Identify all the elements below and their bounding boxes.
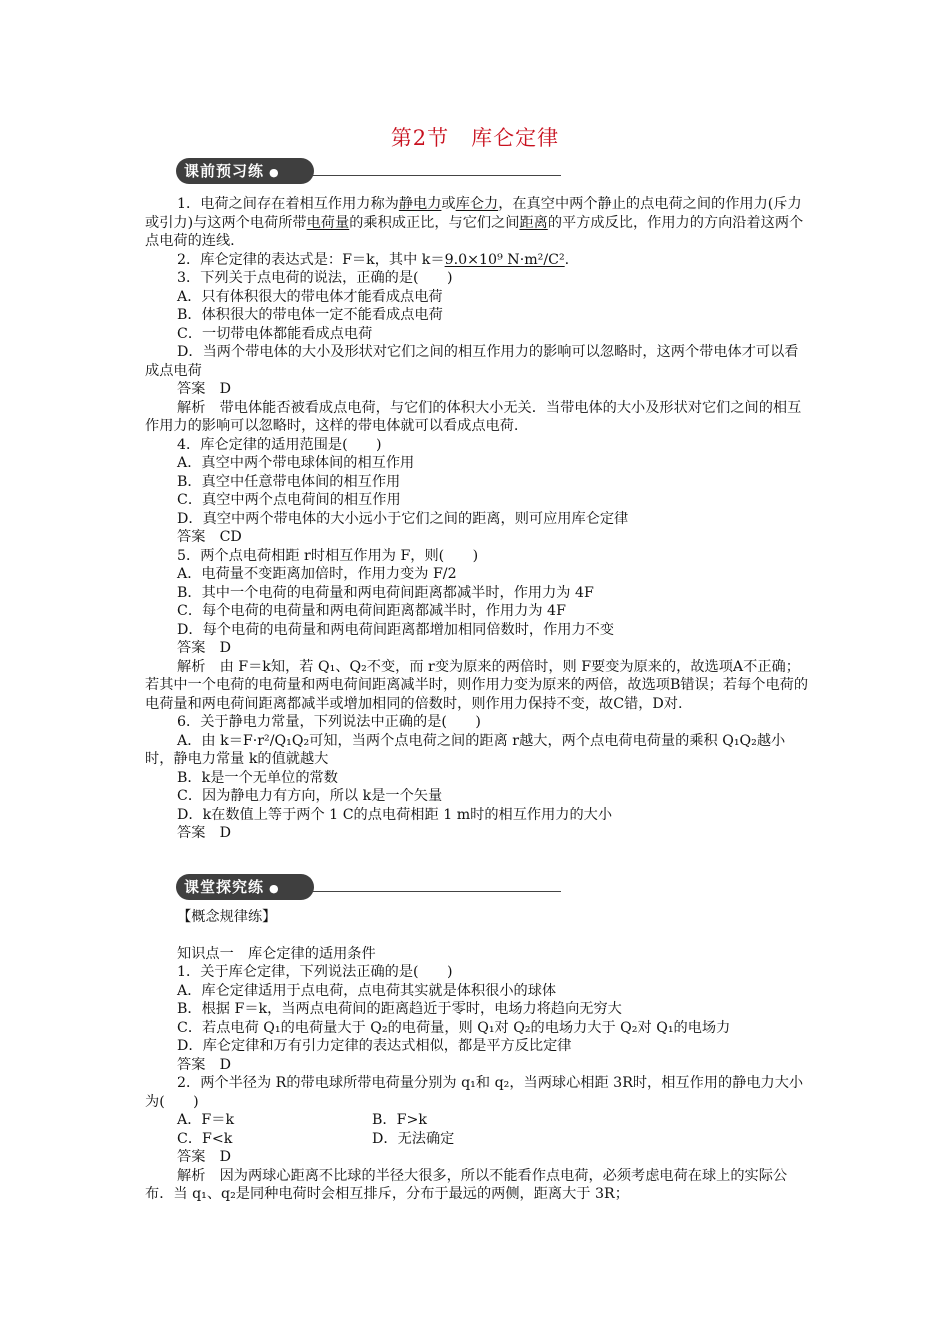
question-4-stem: 4．库仑定律的适用范围是( ): [177, 436, 382, 453]
option: A．由 k＝F·r²/Q₁Q₂可知，当两个点电荷之间的距离 r越大，两个点电荷电荷量的乘积 Q₁Q₂越小时，静电力常量 k的值就越大: [145, 732, 786, 767]
answer: 答案 D: [177, 640, 231, 656]
bullet-dot-icon: ●: [269, 166, 279, 179]
option: C．因为静电力有方向，所以 k是一个矢量: [177, 788, 443, 804]
option: B．F>k: [372, 1112, 427, 1128]
option: A．只有体积很大的带电体才能看成点电荷: [177, 288, 443, 305]
option: D．k在数值上等于两个 1 C的点电荷相距 1 m时的相互作用力的大小: [177, 806, 613, 823]
option: B．k是一个无单位的常数: [177, 769, 338, 786]
section-rule: [311, 175, 561, 176]
option: B．真空中任意带电体间的相互作用: [177, 473, 401, 490]
option: A．F＝k: [177, 1112, 235, 1128]
option: D．当两个带电体的大小及形状对它们之间的相互作用力的影响可以忽略时，这两个带电体才可以看成点电荷: [145, 344, 799, 379]
bullet-dot-icon: ●: [269, 882, 279, 895]
analysis: 解析 带电体能否被看成点电荷，与它们的体积大小无关．当带电体的大小及形状对它们之间的相互作用力的影响可以忽略时，这样的带电体就可以看成点电荷.: [145, 399, 802, 434]
analysis: 解析 因为两球心距离不比球的半径大很多，所以不能看作点电荷，必须考虑电荷在球上的实际公布．当 q₁、q₂是同种电荷时会相互排斥，分布于最远的两侧，距离大于 3R；: [145, 1167, 788, 1202]
section-rule: [311, 891, 561, 892]
practice-heading: 【概念规律练】: [177, 909, 277, 925]
option-row: [145, 1130, 810, 1149]
option: C．一切带电体都能看成点电荷: [177, 325, 373, 342]
option: D．每个电荷的电荷量和两电荷间距离都增加相同倍数时，作用力不变: [177, 621, 615, 638]
question-2: 2．库仑定律的表达式是：F＝k，其中 k＝9.0×10⁹ N·m²/C².: [177, 251, 570, 268]
answer: 答案 D: [177, 381, 231, 397]
section-banner-preview: [176, 158, 561, 184]
question-5-stem: 5．两个点电荷相距 r时相互作用为 F，则( ): [177, 547, 479, 564]
question-3-stem: 3．下列关于点电荷的说法，正确的是( ): [177, 270, 453, 286]
option: C．每个电荷的电荷量和两电荷间距离都减半时，作用力为 4F: [177, 603, 566, 619]
answer: 答案 D: [177, 1056, 231, 1073]
option: A．真空中两个带电球体间的相互作用: [177, 455, 415, 471]
question-1: 1．电荷之间存在着相互作用力称为静电力或库仑力，在真空中两个静止的点电荷之间的作用力(斥力或引力)与这两个电荷所带电荷量的乘积成正比，与它们之间距离的平方成反比，作用力的方向沿着这两个点电荷的连线.: [145, 196, 804, 249]
question-6-stem: 6．关于静电力常量，下列说法中正确的是( ): [177, 714, 481, 730]
question-2-stem: 2．两个半径为 R的带电球所带电荷量分别为 q₁和 q₂，当两球心相距 3R时，相互作用的静电力大小为( ): [145, 1075, 804, 1110]
page-title: 第2节 库仑定律: [390, 126, 560, 150]
option: B．体积很大的带电体一定不能看成点电荷: [177, 307, 443, 323]
option: A．库仑定律适用于点电荷，点电荷其实就是体积很小的球体: [177, 982, 557, 999]
knowledge-point: 知识点一 库仑定律的适用条件: [177, 945, 376, 962]
question-1-stem: 1．关于库仑定律，下列说法正确的是( ): [177, 964, 453, 980]
option: B．其中一个电荷的电荷量和两电荷间距离都减半时，作用力为 4F: [177, 584, 594, 601]
option: D．无法确定: [372, 1130, 455, 1147]
option: C．若点电荷 Q₁的电荷量大于 Q₂的电荷量，则 Q₁对 Q₂的电场力大于 Q₂对 Q₁的电场力: [177, 1019, 731, 1036]
option-row: [145, 1111, 810, 1130]
option: B．根据 F＝k，当两点电荷间的距离趋近于零时，电场力将趋向无穷大: [177, 1001, 622, 1017]
answer: 答案 CD: [177, 529, 242, 545]
section-label-preview: 课前预习练 ●: [176, 158, 314, 184]
practice-content: [145, 908, 810, 1204]
option: D．库仑定律和万有引力定律的表达式相似，都是平方反比定律: [177, 1038, 572, 1054]
preview-content: [145, 195, 810, 843]
option: A．电荷量不变距离加倍时，作用力变为 F/2: [177, 566, 457, 582]
option: D．真空中两个带电体的大小远小于它们之间的距离，则可应用库仑定律: [177, 510, 629, 527]
section-banner-practice: [176, 874, 561, 900]
analysis: 解析 由 F＝k知，若 Q₁、Q₂不变，而 r变为原来的两倍时，则 F要变为原来的，故选项A不正确；若其中一个电荷的电荷量和两电荷间距离减半时，则作用力变为原来的两倍，故选项B错误；若每个电荷的电荷量和两电荷间距离都减半或增加相同的倍数时，则作用力保持不变，故C错，D对.: [145, 658, 809, 712]
option: C．真空中两个点电荷间的相互作用: [177, 492, 401, 508]
option: C．F<k: [177, 1130, 233, 1147]
section-label-practice: 课堂探究练 ●: [176, 874, 314, 900]
answer: 答案 D: [177, 1149, 231, 1165]
answer: 答案 D: [177, 825, 231, 841]
